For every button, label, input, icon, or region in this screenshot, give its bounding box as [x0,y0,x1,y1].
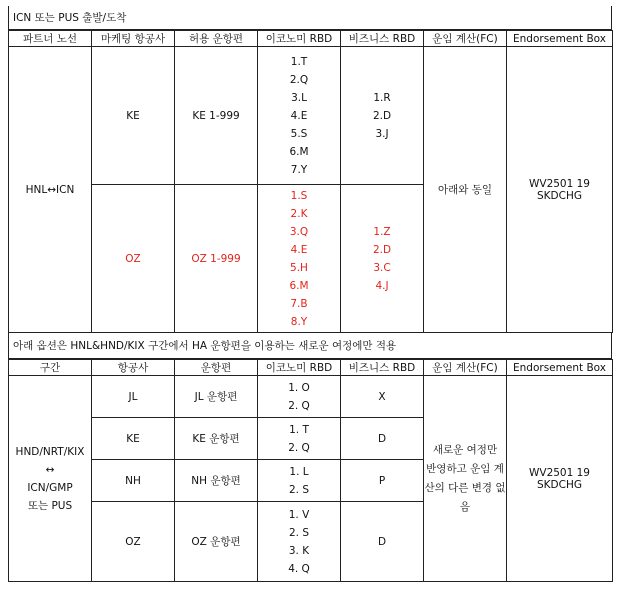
economy-rbd-list [258,47,341,185]
rbd-item: 3.Q [289,225,309,238]
business-rbd-cell: X [341,376,424,418]
header-economy-rbd: 이코노미 RBD [258,31,341,47]
rbd-item: 2.D [372,109,392,122]
segment-cell [9,376,92,582]
carrier-cell: KE [92,47,175,185]
flights-cell: OZ 운항편 [175,502,258,582]
rbd-item: 2.K [290,207,308,220]
rbd-item: 4.E [290,109,308,122]
partner-route-table [8,30,613,333]
carrier-cell: OZ [92,502,175,582]
flights-cell: JL 운항편 [175,376,258,418]
rbd-item: 2.Q [289,73,309,86]
option-note: 아래 옵션은 HNL&HND/KIX 구간에서 HA 운항편을 이용하는 새로운 여정에만 적용 [8,332,612,359]
header-fare-calc: 운임 계산(FC) [424,360,507,376]
segment-line: ↔ [45,463,55,476]
fc-line: 새로운 여정만 [432,443,498,456]
header-allowed-flights: 허용 운항편 [175,31,258,47]
fc-cell: 아래와 동일 [424,47,507,333]
segment-line: 또는 PUS [27,499,73,512]
header-partner-route: 파트너 노선 [9,31,92,47]
rbd-item: 1. T [289,423,309,436]
business-rbd-cell: D [341,502,424,582]
business-rbd-list [341,185,424,333]
carrier-cell: OZ [92,185,175,333]
carrier-cell: KE [92,418,175,460]
rbd-item: 2. S [288,483,310,496]
business-rbd-cell: D [341,418,424,460]
rbd-item: 1.Z [373,225,391,238]
business-rbd-list [341,47,424,185]
economy-rbd-list [258,460,341,502]
header-segment: 구간 [9,360,92,376]
fc-line: 반영하고 운임 계 [426,462,504,475]
rbd-item: 3.C [373,261,391,274]
ha-option-table [8,359,613,582]
economy-rbd-list [258,418,341,460]
table-row-ke [9,47,613,185]
segment-line: HND/NRT/KIX [15,445,85,458]
rbd-item: 3.J [375,127,389,140]
carrier-cell: NH [92,460,175,502]
rbd-item: 2. Q [288,441,310,454]
route-cell: HNL↔ICN [9,47,92,333]
fc-cell [424,376,507,582]
header-flights: 운항편 [175,360,258,376]
rbd-item: 4.J [375,279,389,292]
rbd-item: 1. L [289,465,309,478]
section-title: ICN 또는 PUS 출발/도착 [8,6,612,30]
rbd-item: 5.H [290,261,308,274]
table-header-row [9,31,613,47]
flights-cell: OZ 1-999 [175,185,258,333]
rbd-item: 2. S [288,526,310,539]
rbd-item: 1. O [288,381,310,394]
header-fare-calc: 운임 계산(FC) [424,31,507,47]
table-row-jl [9,376,613,418]
rbd-item: 1.T [290,55,308,68]
header-endorsement: Endorsement Box [507,31,613,47]
rbd-item: 1. V [288,508,310,521]
rbd-item: 2. Q [288,399,310,412]
table-header-row [9,360,613,376]
rbd-item: 1.S [290,189,308,202]
header-marketing-carrier: 마케팅 항공사 [92,31,175,47]
rbd-item: 5.S [290,127,308,140]
carrier-cell: JL [92,376,175,418]
rbd-item: 2.D [372,243,392,256]
header-economy-rbd: 이코노미 RBD [258,360,341,376]
header-business-rbd: 비즈니스 RBD [341,31,424,47]
economy-rbd-list [258,502,341,582]
segment-line: ICN/GMP [27,481,73,494]
endorsement-cell: WV2501 19 SKDCHG [507,47,613,333]
rbd-item: 8.Y [290,315,308,328]
fc-line: 산의 다른 변경 없 [424,481,506,494]
rbd-item: 1.R [373,91,391,104]
economy-rbd-list [258,376,341,418]
header-carrier: 항공사 [92,360,175,376]
fc-line: 음 [459,500,471,513]
rbd-item: 3. K [288,544,310,557]
flights-cell: NH 운항편 [175,460,258,502]
rbd-item: 6.M [289,145,309,158]
rbd-item: 7.B [290,297,308,310]
rbd-item: 3.L [291,91,307,104]
rbd-item: 7.Y [290,163,308,176]
economy-rbd-list [258,185,341,333]
header-business-rbd: 비즈니스 RBD [341,360,424,376]
business-rbd-cell: P [341,460,424,502]
rbd-item: 6.M [289,279,309,292]
flights-cell: KE 1-999 [175,47,258,185]
rbd-item: 4. Q [288,562,310,575]
flights-cell: KE 운항편 [175,418,258,460]
header-endorsement: Endorsement Box [507,360,613,376]
rbd-item: 4.E [290,243,308,256]
endorsement-cell: WV2501 19 SKDCHG [507,376,613,582]
